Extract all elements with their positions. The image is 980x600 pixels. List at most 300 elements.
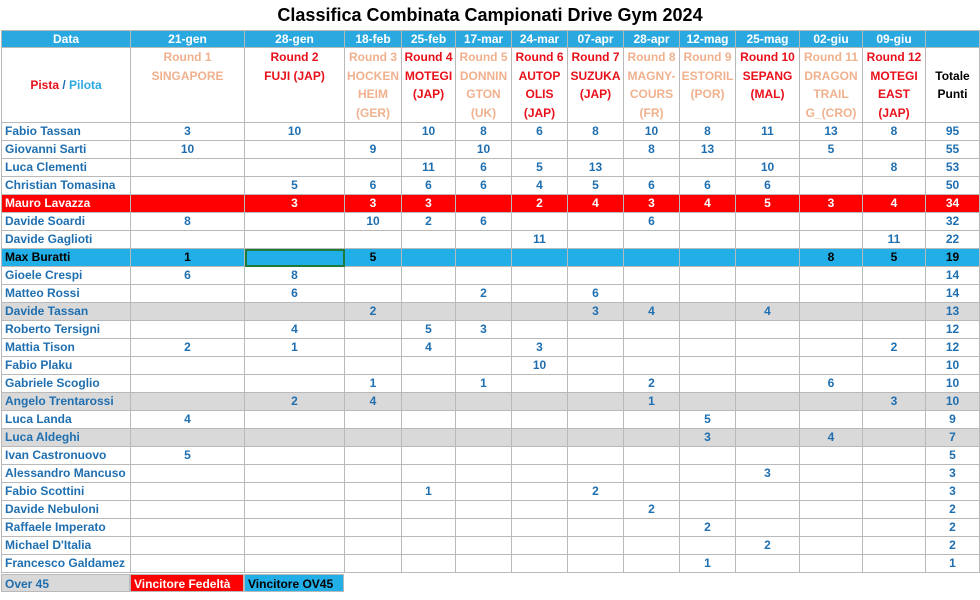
total-points-cell[interactable]: 22 bbox=[926, 231, 980, 249]
points-cell[interactable] bbox=[680, 357, 736, 375]
total-points-cell[interactable]: 12 bbox=[926, 321, 980, 339]
points-cell[interactable] bbox=[568, 321, 624, 339]
points-cell[interactable] bbox=[402, 267, 456, 285]
points-cell[interactable] bbox=[800, 285, 863, 303]
points-cell[interactable] bbox=[402, 429, 456, 447]
total-points-cell[interactable]: 14 bbox=[926, 267, 980, 285]
points-cell[interactable]: 8 bbox=[680, 123, 736, 141]
points-cell[interactable] bbox=[800, 213, 863, 231]
points-cell[interactable] bbox=[624, 267, 680, 285]
points-cell[interactable]: 6 bbox=[680, 177, 736, 195]
driver-name-cell[interactable]: Davide Soardi bbox=[2, 213, 131, 231]
total-points-cell[interactable]: 5 bbox=[926, 447, 980, 465]
points-cell[interactable] bbox=[568, 447, 624, 465]
points-cell[interactable]: 3 bbox=[736, 465, 800, 483]
points-cell[interactable] bbox=[456, 357, 512, 375]
points-cell[interactable] bbox=[680, 375, 736, 393]
points-cell[interactable] bbox=[345, 447, 402, 465]
points-cell[interactable]: 4 bbox=[568, 195, 624, 213]
points-cell[interactable] bbox=[512, 321, 568, 339]
points-cell[interactable] bbox=[345, 555, 402, 573]
points-cell[interactable] bbox=[456, 447, 512, 465]
points-cell[interactable]: 4 bbox=[402, 339, 456, 357]
points-cell[interactable] bbox=[345, 267, 402, 285]
points-cell[interactable]: 10 bbox=[245, 123, 345, 141]
points-cell[interactable] bbox=[624, 339, 680, 357]
points-cell[interactable] bbox=[456, 411, 512, 429]
points-cell[interactable] bbox=[512, 483, 568, 501]
points-cell[interactable] bbox=[863, 213, 926, 231]
driver-name-cell[interactable]: Fabio Tassan bbox=[2, 123, 131, 141]
points-cell[interactable]: 10 bbox=[624, 123, 680, 141]
points-cell[interactable]: 1 bbox=[680, 555, 736, 573]
points-cell[interactable] bbox=[345, 483, 402, 501]
points-cell[interactable]: 6 bbox=[456, 213, 512, 231]
points-cell[interactable] bbox=[863, 519, 926, 537]
points-cell[interactable] bbox=[456, 393, 512, 411]
total-points-cell[interactable]: 3 bbox=[926, 483, 980, 501]
driver-name-cell[interactable]: Luca Landa bbox=[2, 411, 131, 429]
points-cell[interactable] bbox=[568, 411, 624, 429]
points-cell[interactable]: 5 bbox=[345, 249, 402, 267]
points-cell[interactable] bbox=[800, 339, 863, 357]
points-cell[interactable]: 3 bbox=[345, 195, 402, 213]
points-cell[interactable] bbox=[736, 267, 800, 285]
points-cell[interactable]: 4 bbox=[800, 429, 863, 447]
points-cell[interactable] bbox=[736, 285, 800, 303]
points-cell[interactable] bbox=[131, 177, 245, 195]
points-cell[interactable] bbox=[345, 411, 402, 429]
points-cell[interactable] bbox=[456, 267, 512, 285]
points-cell[interactable] bbox=[680, 249, 736, 267]
points-cell[interactable]: 5 bbox=[863, 249, 926, 267]
points-cell[interactable] bbox=[863, 537, 926, 555]
points-cell[interactable] bbox=[512, 303, 568, 321]
points-cell[interactable] bbox=[131, 285, 245, 303]
driver-name-cell[interactable]: Gabriele Scoglio bbox=[2, 375, 131, 393]
points-cell[interactable] bbox=[402, 231, 456, 249]
points-cell[interactable] bbox=[863, 447, 926, 465]
points-cell[interactable]: 1 bbox=[131, 249, 245, 267]
points-cell[interactable]: 10 bbox=[131, 141, 245, 159]
points-cell[interactable] bbox=[863, 357, 926, 375]
points-cell[interactable] bbox=[245, 249, 345, 267]
points-cell[interactable] bbox=[800, 393, 863, 411]
points-cell[interactable]: 6 bbox=[456, 177, 512, 195]
points-cell[interactable] bbox=[245, 465, 345, 483]
points-cell[interactable] bbox=[863, 303, 926, 321]
points-cell[interactable] bbox=[680, 303, 736, 321]
points-cell[interactable] bbox=[245, 303, 345, 321]
points-cell[interactable] bbox=[863, 141, 926, 159]
points-cell[interactable] bbox=[624, 321, 680, 339]
points-cell[interactable]: 3 bbox=[245, 195, 345, 213]
points-cell[interactable] bbox=[624, 249, 680, 267]
points-cell[interactable] bbox=[512, 429, 568, 447]
points-cell[interactable] bbox=[402, 375, 456, 393]
points-cell[interactable] bbox=[402, 447, 456, 465]
points-cell[interactable] bbox=[680, 465, 736, 483]
points-cell[interactable] bbox=[402, 357, 456, 375]
total-points-cell[interactable]: 10 bbox=[926, 393, 980, 411]
points-cell[interactable]: 5 bbox=[680, 411, 736, 429]
points-cell[interactable] bbox=[800, 357, 863, 375]
total-points-cell[interactable]: 14 bbox=[926, 285, 980, 303]
points-cell[interactable] bbox=[345, 537, 402, 555]
points-cell[interactable] bbox=[863, 483, 926, 501]
points-cell[interactable] bbox=[624, 483, 680, 501]
driver-name-cell[interactable]: Francesco Galdamez bbox=[2, 555, 131, 573]
total-points-cell[interactable]: 2 bbox=[926, 501, 980, 519]
points-cell[interactable] bbox=[680, 501, 736, 519]
total-points-cell[interactable]: 13 bbox=[926, 303, 980, 321]
points-cell[interactable]: 3 bbox=[800, 195, 863, 213]
points-cell[interactable] bbox=[456, 231, 512, 249]
points-cell[interactable]: 10 bbox=[512, 357, 568, 375]
points-cell[interactable]: 2 bbox=[512, 195, 568, 213]
points-cell[interactable] bbox=[568, 267, 624, 285]
points-cell[interactable]: 6 bbox=[345, 177, 402, 195]
points-cell[interactable] bbox=[512, 249, 568, 267]
points-cell[interactable] bbox=[568, 465, 624, 483]
points-cell[interactable] bbox=[568, 537, 624, 555]
points-cell[interactable] bbox=[245, 213, 345, 231]
points-cell[interactable] bbox=[863, 501, 926, 519]
points-cell[interactable] bbox=[568, 339, 624, 357]
points-cell[interactable] bbox=[736, 141, 800, 159]
points-cell[interactable] bbox=[512, 501, 568, 519]
points-cell[interactable] bbox=[245, 375, 345, 393]
points-cell[interactable]: 2 bbox=[624, 501, 680, 519]
points-cell[interactable] bbox=[402, 303, 456, 321]
total-points-cell[interactable]: 32 bbox=[926, 213, 980, 231]
points-cell[interactable] bbox=[402, 465, 456, 483]
points-cell[interactable] bbox=[568, 141, 624, 159]
total-points-cell[interactable]: 1 bbox=[926, 555, 980, 573]
total-points-cell[interactable]: 2 bbox=[926, 519, 980, 537]
points-cell[interactable] bbox=[345, 501, 402, 519]
points-cell[interactable]: 11 bbox=[512, 231, 568, 249]
points-cell[interactable] bbox=[680, 339, 736, 357]
total-points-cell[interactable]: 7 bbox=[926, 429, 980, 447]
driver-name-cell[interactable]: Max Buratti bbox=[2, 249, 131, 267]
points-cell[interactable]: 1 bbox=[456, 375, 512, 393]
points-cell[interactable] bbox=[736, 231, 800, 249]
driver-name-cell[interactable]: Ivan Castronuovo bbox=[2, 447, 131, 465]
points-cell[interactable]: 8 bbox=[568, 123, 624, 141]
points-cell[interactable] bbox=[736, 321, 800, 339]
points-cell[interactable] bbox=[736, 447, 800, 465]
points-cell[interactable]: 2 bbox=[624, 375, 680, 393]
points-cell[interactable] bbox=[345, 321, 402, 339]
driver-name-cell[interactable]: Michael D'Italia bbox=[2, 537, 131, 555]
points-cell[interactable]: 10 bbox=[402, 123, 456, 141]
points-cell[interactable]: 1 bbox=[245, 339, 345, 357]
points-cell[interactable] bbox=[131, 483, 245, 501]
points-cell[interactable] bbox=[245, 501, 345, 519]
points-cell[interactable] bbox=[624, 447, 680, 465]
points-cell[interactable] bbox=[863, 411, 926, 429]
points-cell[interactable]: 3 bbox=[863, 393, 926, 411]
points-cell[interactable] bbox=[345, 519, 402, 537]
points-cell[interactable] bbox=[131, 303, 245, 321]
total-points-cell[interactable]: 50 bbox=[926, 177, 980, 195]
total-points-cell[interactable]: 3 bbox=[926, 465, 980, 483]
points-cell[interactable] bbox=[131, 465, 245, 483]
points-cell[interactable] bbox=[402, 141, 456, 159]
points-cell[interactable]: 8 bbox=[863, 123, 926, 141]
points-cell[interactable] bbox=[512, 411, 568, 429]
points-cell[interactable] bbox=[345, 285, 402, 303]
points-cell[interactable] bbox=[402, 249, 456, 267]
points-cell[interactable] bbox=[680, 213, 736, 231]
points-cell[interactable] bbox=[345, 429, 402, 447]
points-cell[interactable]: 6 bbox=[245, 285, 345, 303]
points-cell[interactable]: 8 bbox=[456, 123, 512, 141]
points-cell[interactable] bbox=[800, 267, 863, 285]
driver-name-cell[interactable]: Raffaele Imperato bbox=[2, 519, 131, 537]
points-cell[interactable] bbox=[512, 393, 568, 411]
points-cell[interactable] bbox=[568, 231, 624, 249]
points-cell[interactable] bbox=[345, 465, 402, 483]
points-cell[interactable]: 5 bbox=[245, 177, 345, 195]
points-cell[interactable] bbox=[800, 537, 863, 555]
points-cell[interactable]: 3 bbox=[402, 195, 456, 213]
points-cell[interactable] bbox=[680, 537, 736, 555]
points-cell[interactable] bbox=[736, 483, 800, 501]
points-cell[interactable]: 2 bbox=[245, 393, 345, 411]
points-cell[interactable] bbox=[245, 231, 345, 249]
points-cell[interactable] bbox=[456, 501, 512, 519]
points-cell[interactable] bbox=[736, 249, 800, 267]
points-cell[interactable] bbox=[624, 231, 680, 249]
points-cell[interactable] bbox=[863, 429, 926, 447]
points-cell[interactable] bbox=[800, 303, 863, 321]
points-cell[interactable] bbox=[800, 177, 863, 195]
driver-name-cell[interactable]: Fabio Plaku bbox=[2, 357, 131, 375]
points-cell[interactable] bbox=[456, 483, 512, 501]
points-cell[interactable]: 4 bbox=[863, 195, 926, 213]
points-cell[interactable] bbox=[402, 285, 456, 303]
points-cell[interactable] bbox=[736, 555, 800, 573]
points-cell[interactable]: 6 bbox=[624, 177, 680, 195]
points-cell[interactable] bbox=[568, 519, 624, 537]
points-cell[interactable]: 4 bbox=[680, 195, 736, 213]
points-cell[interactable] bbox=[402, 411, 456, 429]
points-cell[interactable] bbox=[402, 519, 456, 537]
driver-name-cell[interactable]: Davide Nebuloni bbox=[2, 501, 131, 519]
points-cell[interactable] bbox=[512, 519, 568, 537]
points-cell[interactable] bbox=[456, 555, 512, 573]
points-cell[interactable]: 9 bbox=[345, 141, 402, 159]
driver-name-cell[interactable]: Gioele Crespi bbox=[2, 267, 131, 285]
points-cell[interactable] bbox=[131, 519, 245, 537]
points-cell[interactable]: 3 bbox=[456, 321, 512, 339]
points-cell[interactable] bbox=[456, 339, 512, 357]
points-cell[interactable]: 6 bbox=[512, 123, 568, 141]
points-cell[interactable] bbox=[863, 375, 926, 393]
points-cell[interactable] bbox=[131, 501, 245, 519]
points-cell[interactable]: 10 bbox=[736, 159, 800, 177]
points-cell[interactable]: 11 bbox=[402, 159, 456, 177]
points-cell[interactable]: 4 bbox=[736, 303, 800, 321]
points-cell[interactable] bbox=[245, 141, 345, 159]
total-points-cell[interactable]: 34 bbox=[926, 195, 980, 213]
points-cell[interactable] bbox=[624, 159, 680, 177]
points-cell[interactable] bbox=[624, 285, 680, 303]
total-points-cell[interactable]: 2 bbox=[926, 537, 980, 555]
points-cell[interactable] bbox=[624, 357, 680, 375]
points-cell[interactable] bbox=[736, 519, 800, 537]
points-cell[interactable]: 4 bbox=[131, 411, 245, 429]
points-cell[interactable] bbox=[800, 555, 863, 573]
points-cell[interactable]: 6 bbox=[624, 213, 680, 231]
points-cell[interactable]: 8 bbox=[800, 249, 863, 267]
points-cell[interactable] bbox=[800, 519, 863, 537]
points-cell[interactable] bbox=[345, 357, 402, 375]
points-cell[interactable] bbox=[245, 447, 345, 465]
points-cell[interactable] bbox=[624, 465, 680, 483]
points-cell[interactable] bbox=[245, 483, 345, 501]
points-cell[interactable] bbox=[568, 555, 624, 573]
points-cell[interactable]: 6 bbox=[568, 285, 624, 303]
points-cell[interactable]: 5 bbox=[800, 141, 863, 159]
points-cell[interactable]: 6 bbox=[402, 177, 456, 195]
points-cell[interactable] bbox=[800, 465, 863, 483]
total-points-cell[interactable]: 19 bbox=[926, 249, 980, 267]
points-cell[interactable]: 4 bbox=[512, 177, 568, 195]
points-cell[interactable] bbox=[624, 411, 680, 429]
points-cell[interactable]: 6 bbox=[131, 267, 245, 285]
points-cell[interactable]: 13 bbox=[568, 159, 624, 177]
driver-name-cell[interactable]: Angelo Trentarossi bbox=[2, 393, 131, 411]
points-cell[interactable] bbox=[568, 357, 624, 375]
points-cell[interactable] bbox=[680, 231, 736, 249]
points-cell[interactable]: 10 bbox=[345, 213, 402, 231]
points-cell[interactable] bbox=[800, 231, 863, 249]
points-cell[interactable]: 3 bbox=[680, 429, 736, 447]
points-cell[interactable]: 3 bbox=[512, 339, 568, 357]
points-cell[interactable] bbox=[131, 159, 245, 177]
points-cell[interactable]: 2 bbox=[131, 339, 245, 357]
points-cell[interactable] bbox=[624, 519, 680, 537]
points-cell[interactable]: 6 bbox=[456, 159, 512, 177]
points-cell[interactable] bbox=[512, 447, 568, 465]
points-cell[interactable] bbox=[624, 555, 680, 573]
points-cell[interactable] bbox=[131, 357, 245, 375]
points-cell[interactable] bbox=[800, 411, 863, 429]
points-cell[interactable]: 1 bbox=[345, 375, 402, 393]
total-points-cell[interactable]: 55 bbox=[926, 141, 980, 159]
points-cell[interactable] bbox=[345, 339, 402, 357]
points-cell[interactable] bbox=[512, 267, 568, 285]
points-cell[interactable] bbox=[245, 429, 345, 447]
points-cell[interactable]: 8 bbox=[245, 267, 345, 285]
points-cell[interactable]: 8 bbox=[863, 159, 926, 177]
points-cell[interactable] bbox=[736, 357, 800, 375]
points-cell[interactable] bbox=[568, 375, 624, 393]
points-cell[interactable] bbox=[736, 375, 800, 393]
points-cell[interactable] bbox=[245, 159, 345, 177]
points-cell[interactable] bbox=[345, 159, 402, 177]
points-cell[interactable] bbox=[456, 519, 512, 537]
driver-name-cell[interactable]: Alessandro Mancuso bbox=[2, 465, 131, 483]
points-cell[interactable]: 2 bbox=[863, 339, 926, 357]
driver-name-cell[interactable]: Christian Tomasina bbox=[2, 177, 131, 195]
points-cell[interactable] bbox=[736, 411, 800, 429]
points-cell[interactable] bbox=[800, 321, 863, 339]
points-cell[interactable] bbox=[512, 375, 568, 393]
driver-name-cell[interactable]: Mattia Tison bbox=[2, 339, 131, 357]
total-points-cell[interactable]: 53 bbox=[926, 159, 980, 177]
points-cell[interactable]: 2 bbox=[456, 285, 512, 303]
points-cell[interactable] bbox=[131, 393, 245, 411]
points-cell[interactable] bbox=[863, 285, 926, 303]
points-cell[interactable] bbox=[402, 501, 456, 519]
points-cell[interactable]: 4 bbox=[245, 321, 345, 339]
points-cell[interactable]: 4 bbox=[624, 303, 680, 321]
points-cell[interactable] bbox=[402, 393, 456, 411]
points-cell[interactable] bbox=[800, 159, 863, 177]
points-cell[interactable]: 2 bbox=[568, 483, 624, 501]
points-cell[interactable] bbox=[512, 213, 568, 231]
points-cell[interactable] bbox=[131, 321, 245, 339]
points-cell[interactable] bbox=[456, 537, 512, 555]
points-cell[interactable]: 3 bbox=[568, 303, 624, 321]
total-points-cell[interactable]: 95 bbox=[926, 123, 980, 141]
driver-name-cell[interactable]: Davide Gaglioti bbox=[2, 231, 131, 249]
points-cell[interactable]: 11 bbox=[863, 231, 926, 249]
points-cell[interactable] bbox=[131, 195, 245, 213]
points-cell[interactable] bbox=[736, 501, 800, 519]
points-cell[interactable]: 5 bbox=[131, 447, 245, 465]
driver-name-cell[interactable]: Davide Tassan bbox=[2, 303, 131, 321]
points-cell[interactable] bbox=[680, 393, 736, 411]
total-points-cell[interactable]: 10 bbox=[926, 375, 980, 393]
points-cell[interactable] bbox=[624, 537, 680, 555]
points-cell[interactable]: 6 bbox=[736, 177, 800, 195]
driver-name-cell[interactable]: Matteo Rossi bbox=[2, 285, 131, 303]
total-points-cell[interactable]: 10 bbox=[926, 357, 980, 375]
points-cell[interactable] bbox=[680, 483, 736, 501]
points-cell[interactable] bbox=[800, 501, 863, 519]
points-cell[interactable]: 2 bbox=[345, 303, 402, 321]
points-cell[interactable] bbox=[131, 555, 245, 573]
points-cell[interactable] bbox=[512, 537, 568, 555]
points-cell[interactable]: 13 bbox=[800, 123, 863, 141]
driver-name-cell[interactable]: Luca Clementi bbox=[2, 159, 131, 177]
points-cell[interactable] bbox=[680, 321, 736, 339]
points-cell[interactable] bbox=[568, 393, 624, 411]
points-cell[interactable]: 4 bbox=[345, 393, 402, 411]
points-cell[interactable] bbox=[245, 411, 345, 429]
total-points-cell[interactable]: 12 bbox=[926, 339, 980, 357]
points-cell[interactable] bbox=[800, 447, 863, 465]
points-cell[interactable]: 5 bbox=[568, 177, 624, 195]
points-cell[interactable] bbox=[736, 213, 800, 231]
points-cell[interactable] bbox=[402, 555, 456, 573]
points-cell[interactable] bbox=[736, 393, 800, 411]
points-cell[interactable]: 2 bbox=[736, 537, 800, 555]
points-cell[interactable] bbox=[863, 321, 926, 339]
points-cell[interactable] bbox=[131, 231, 245, 249]
points-cell[interactable] bbox=[736, 429, 800, 447]
driver-name-cell[interactable]: Fabio Scottini bbox=[2, 483, 131, 501]
driver-name-cell[interactable]: Giovanni Sarti bbox=[2, 141, 131, 159]
points-cell[interactable] bbox=[512, 141, 568, 159]
points-cell[interactable]: 10 bbox=[456, 141, 512, 159]
points-cell[interactable] bbox=[568, 249, 624, 267]
